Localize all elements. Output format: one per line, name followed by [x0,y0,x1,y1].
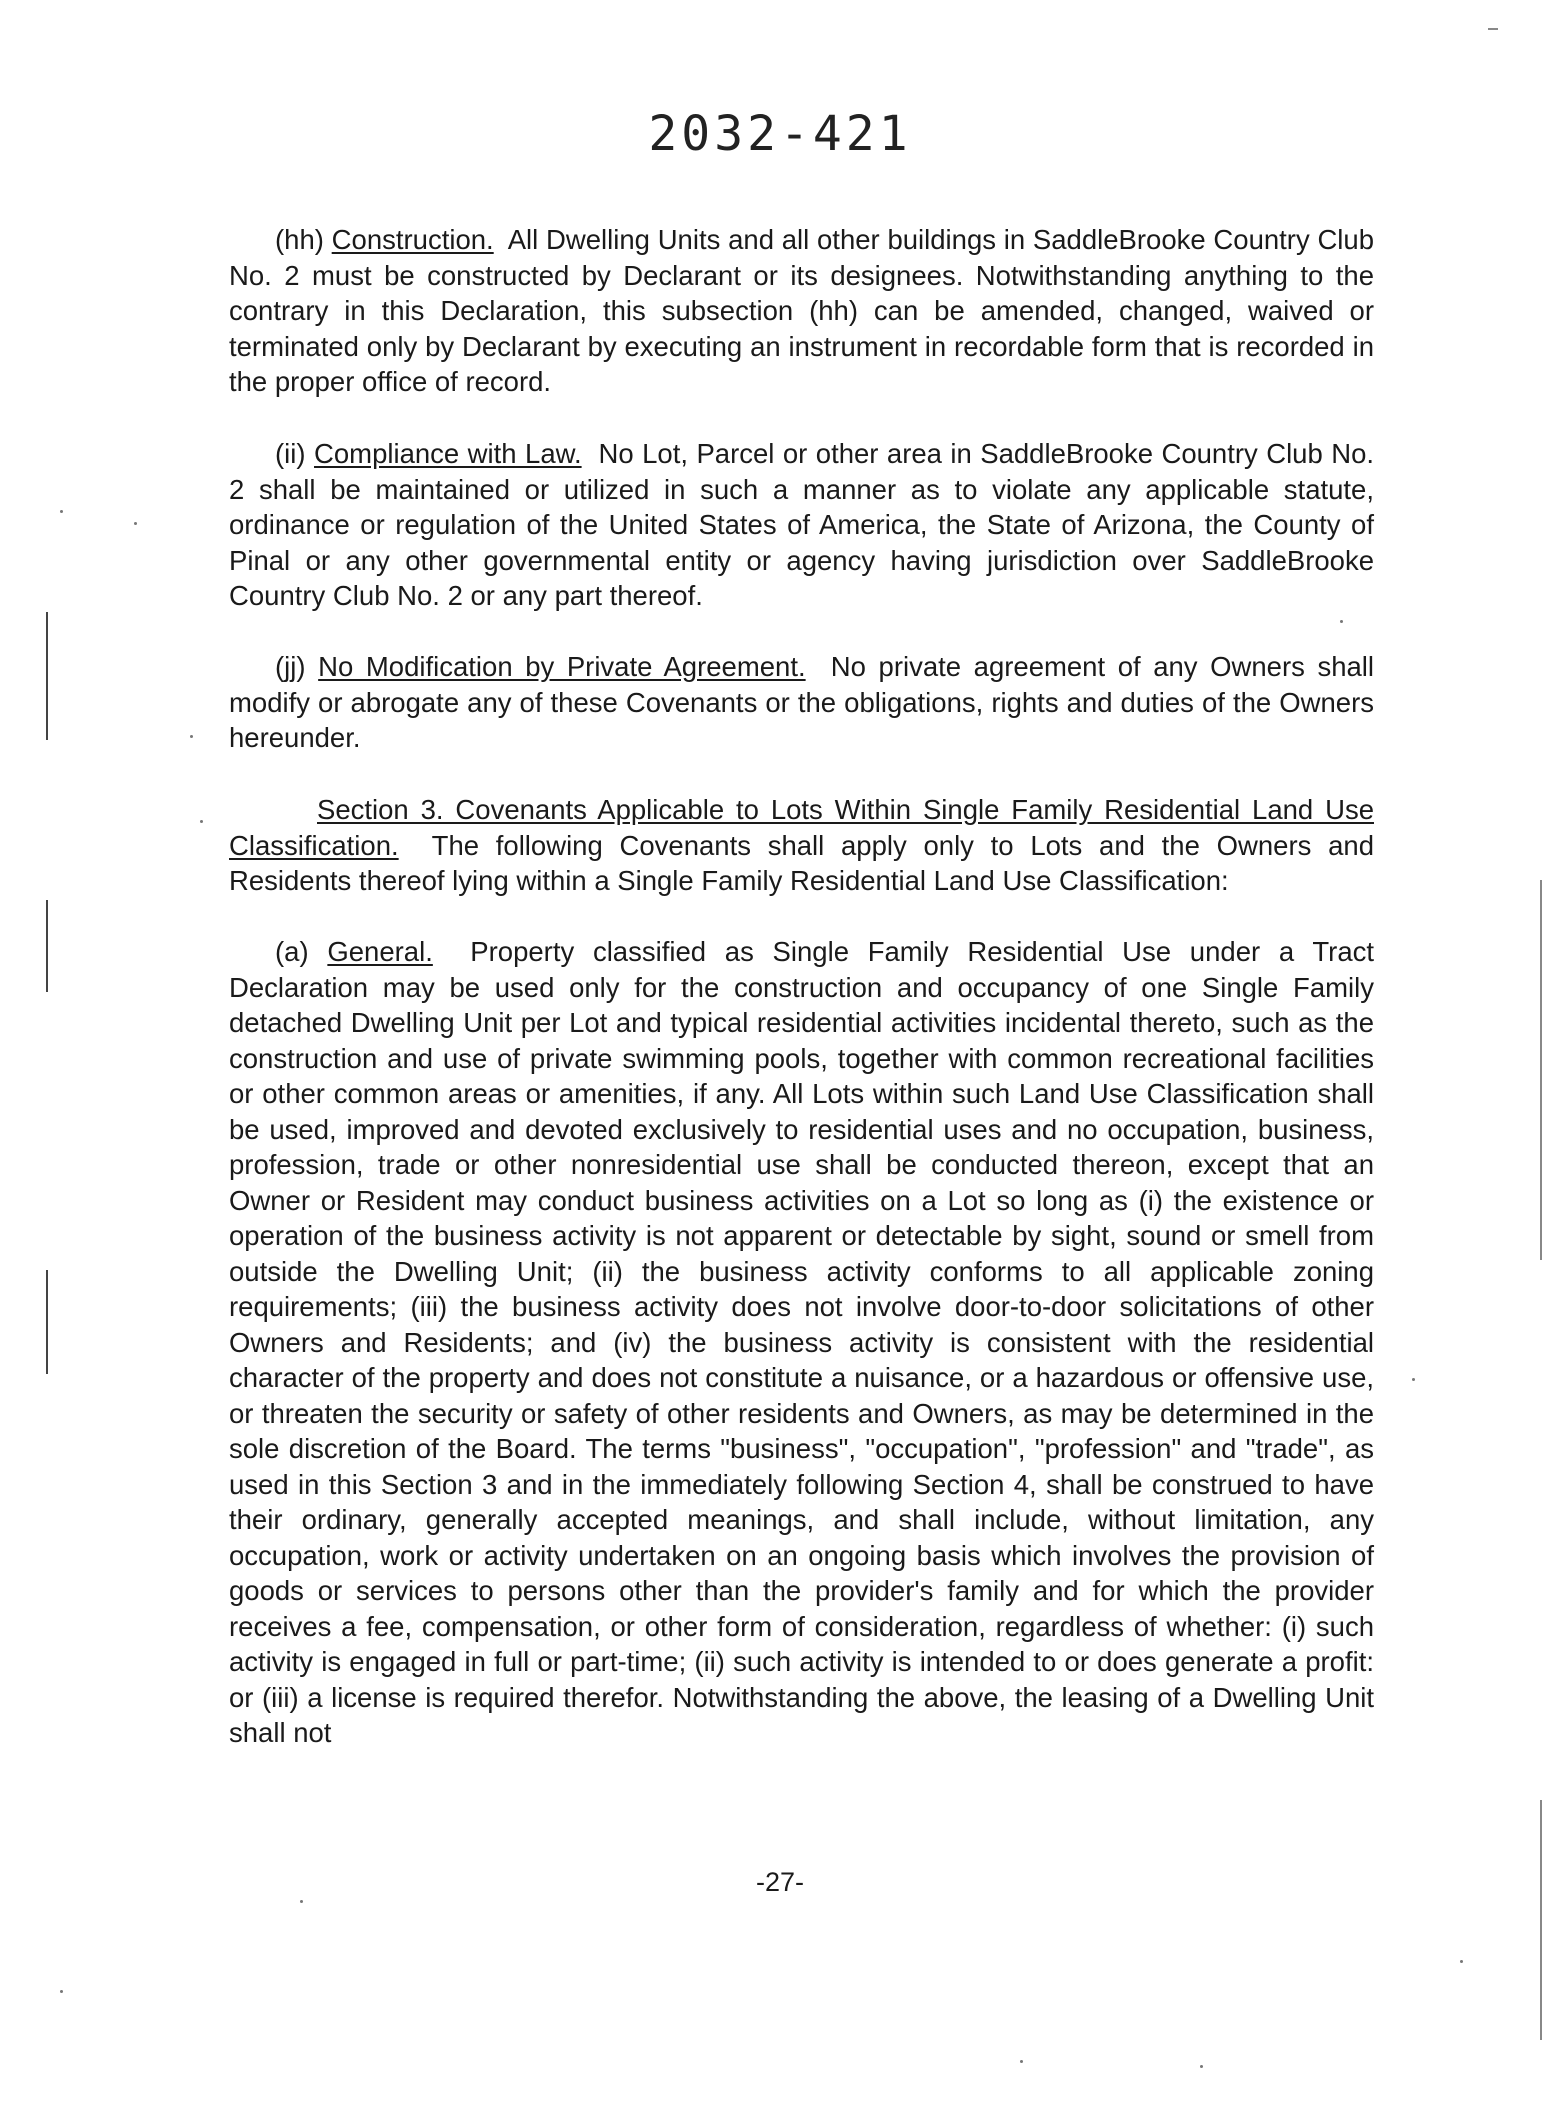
paragraph-text: Property classified as Single Family Residential Use under a Tract Declaration may be used only for the construction and occupancy of one Single Family detached Dwelling Unit per Lot and typical residential activities incidental thereto, such as the construction and use of private swimming pools, together with common recreational facilities or other common areas or amenities, if any. All Lots within such Land Use Classification shall be used, improved and devoted exclusively to residential uses and no occupation, business, profession, trade or other nonresidential use shall be conducted thereon, except that an Owner or Resident may conduct business activities on a Lot so long as (i) the existence or operation of the business activity is not apparent or detectable by sight, sound or smell from outside the Dwelling Unit; (ii) the business activity conforms to all applicable zoning requirements; (iii) the business activity does not involve door-to-door solicitations of other Owners and Residents; and (iv) the business activity is consistent with the residential character of the property and does not constitute a nuisance, or a hazardous or offensive use, or threaten the security or safety of other residents and Owners, as may be determined in the sole discretion of the Board. The terms "business", "occupation", "profession" and "trade", as used in this Section 3 and in the immediately following Section 4, shall be construed to have their ordinary, generally accepted meanings, and shall include, without limitation, any occupation, work or activity undertaken on an ongoing basis which involves the provision of goods or services to persons other than the provider's family and for which the provider receives a fee, compensation, or other form of consideration, regardless of whether: (i) such activity is engaged in full or part-time; (ii) such activity is intended to or does generate a profit: or (iii) a license is required therefor. Notwithstanding the above, the leasing of a Dwelling Unit shall not [229,936,1375,1748]
section-3-heading [229,792,1374,899]
section-heading: Section 3. Covenants Applicable to Lots Within Single Family Residential Land Use Classification. [229,794,1374,861]
scan-speck [60,1990,63,1993]
left-margin-mark [46,612,48,740]
scan-speck [1020,2060,1023,2063]
scan-speck [1412,1378,1415,1381]
scan-speck [300,1900,303,1903]
scan-speck [190,735,193,738]
scan-speck [1460,1960,1463,1963]
left-margin-mark [46,1270,48,1374]
paragraph-hh [229,222,1374,400]
scan-speck [134,522,137,525]
page-number: -27- [755,1867,804,1897]
right-margin-mark [1540,1800,1542,2040]
scan-speck [1200,2065,1203,2068]
paragraph-heading: General. [327,936,433,967]
section-text: The following Covenants shall apply only to Lots and the Owners and Residents thereof lying within a Single Family Residential Land Use Classification: [229,829,1374,896]
paragraph-ii [229,436,1374,614]
paragraph-a [229,934,1374,1751]
right-margin-mark [1540,880,1542,1260]
paragraph-heading: No Modification by Private Agreement. [318,651,806,682]
scan-speck [200,820,203,823]
paragraph-text: No private agreement of any Owners shall modify or abrogate any of these Covenants or the obligations, rights and duties of the Owners hereunder. [229,651,1375,753]
paragraph-text: All Dwelling Units and all other buildings in SaddleBrooke Country Club No. 2 must be constructed by Declarant or its designees. Notwithstanding anything to the contrary in this Declaration, this subsection (hh) can be amended, changed, waived or terminated only by Declarant by executing an instrument in recordable form that is recorded in the proper office of record. [229,224,1375,397]
corner-mark [1488,28,1498,30]
paragraph-heading: Construction. [331,224,494,255]
paragraph-text: No Lot, Parcel or other area in SaddleBrooke Country Club No. 2 shall be maintained or utilized in such a manner as to violate any applicable statute, ordinance or regulation of the United States of America, the State of Arizona, the County of Pinal or any other governmental entity or agency having jurisdiction over SaddleBrooke Country Club No. 2 or any part thereof. [229,438,1375,611]
paragraph-marker: (jj) [275,651,306,682]
paragraph-jj [229,649,1374,756]
scan-speck [60,510,63,513]
paragraph-marker: (ii) [275,438,306,469]
paragraph-heading: Compliance with Law. [314,438,582,469]
left-margin-mark [46,900,48,992]
document-number: 2032-421 [648,106,912,162]
paragraph-marker: (hh) [275,224,324,255]
scan-speck [1340,620,1343,623]
paragraph-marker: (a) [275,936,309,967]
